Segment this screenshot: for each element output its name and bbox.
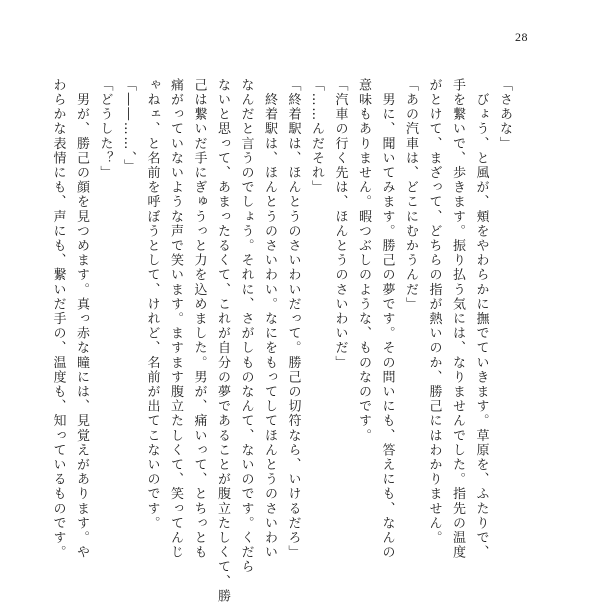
page-number: 28 — [515, 30, 528, 44]
text-line: 男に、聞いてみます。勝己の夢です。その問いにも、答えにも、なんの — [379, 78, 395, 560]
text-line: ないと思って、あまったるくて、これが自分の夢であることが腹立たしくて、勝 — [215, 78, 230, 604]
text-line: 痛がっていないような声で笑います。ますます腹立たしくて、笑ってんじ — [168, 78, 183, 560]
text-line: がとけて、まざって、どちらの指が熱いのか、勝己にはわかりません。 — [426, 78, 442, 546]
text-line: 「……んだそれ」 — [309, 78, 324, 195]
body-text — [50, 78, 516, 604]
text-line: 「終着駅は、ほんとうのさいわいだって。勝己の切符なら、いけるだろ」 — [285, 78, 301, 560]
text-line: わらかな表情にも、声にも、繋いだ手の、温度も、知っているものです。 — [50, 78, 66, 560]
text-line: 意味もありません。暇つぶしのような、ものなのです。 — [356, 78, 371, 443]
text-line: 終着駅は、ほんとうのさいわい。なにをもってしてほんとうのさいわい — [262, 78, 277, 560]
text-line: 「あの汽車は、どこにむかうんだ」 — [403, 78, 418, 312]
text-line: ゃねェ、と名前を呼ぼうとして、けれど、名前が出てこないのです。 — [144, 78, 160, 531]
text-line: 己は繋いだ手にぎゅうっと力を込めました。男が、痛いって、とちっとも — [191, 78, 207, 560]
text-line: びょう、と風が、頬をやわらかに撫でていきます。草原を、ふたりで、 — [473, 78, 489, 560]
text-line: 男が、勝己の顔を見つめます。真っ赤な瞳には、見覚えがあります。や — [74, 78, 89, 560]
text-line: 「汽車の行く先は、ほんとうのさいわいだ」 — [332, 78, 348, 370]
text-line: なんだと言うのでしょう。それに、さがしものなんて、ないのです。くだら — [238, 78, 254, 575]
text-line: 「――……、」 — [121, 78, 136, 174]
text-line: 「さあな」 — [497, 78, 512, 151]
text-line: 手を繋いで、歩きます。振り払う気には、なりませんでした。指先の温度 — [450, 78, 465, 560]
text-line: 「どうした？」 — [97, 78, 113, 181]
